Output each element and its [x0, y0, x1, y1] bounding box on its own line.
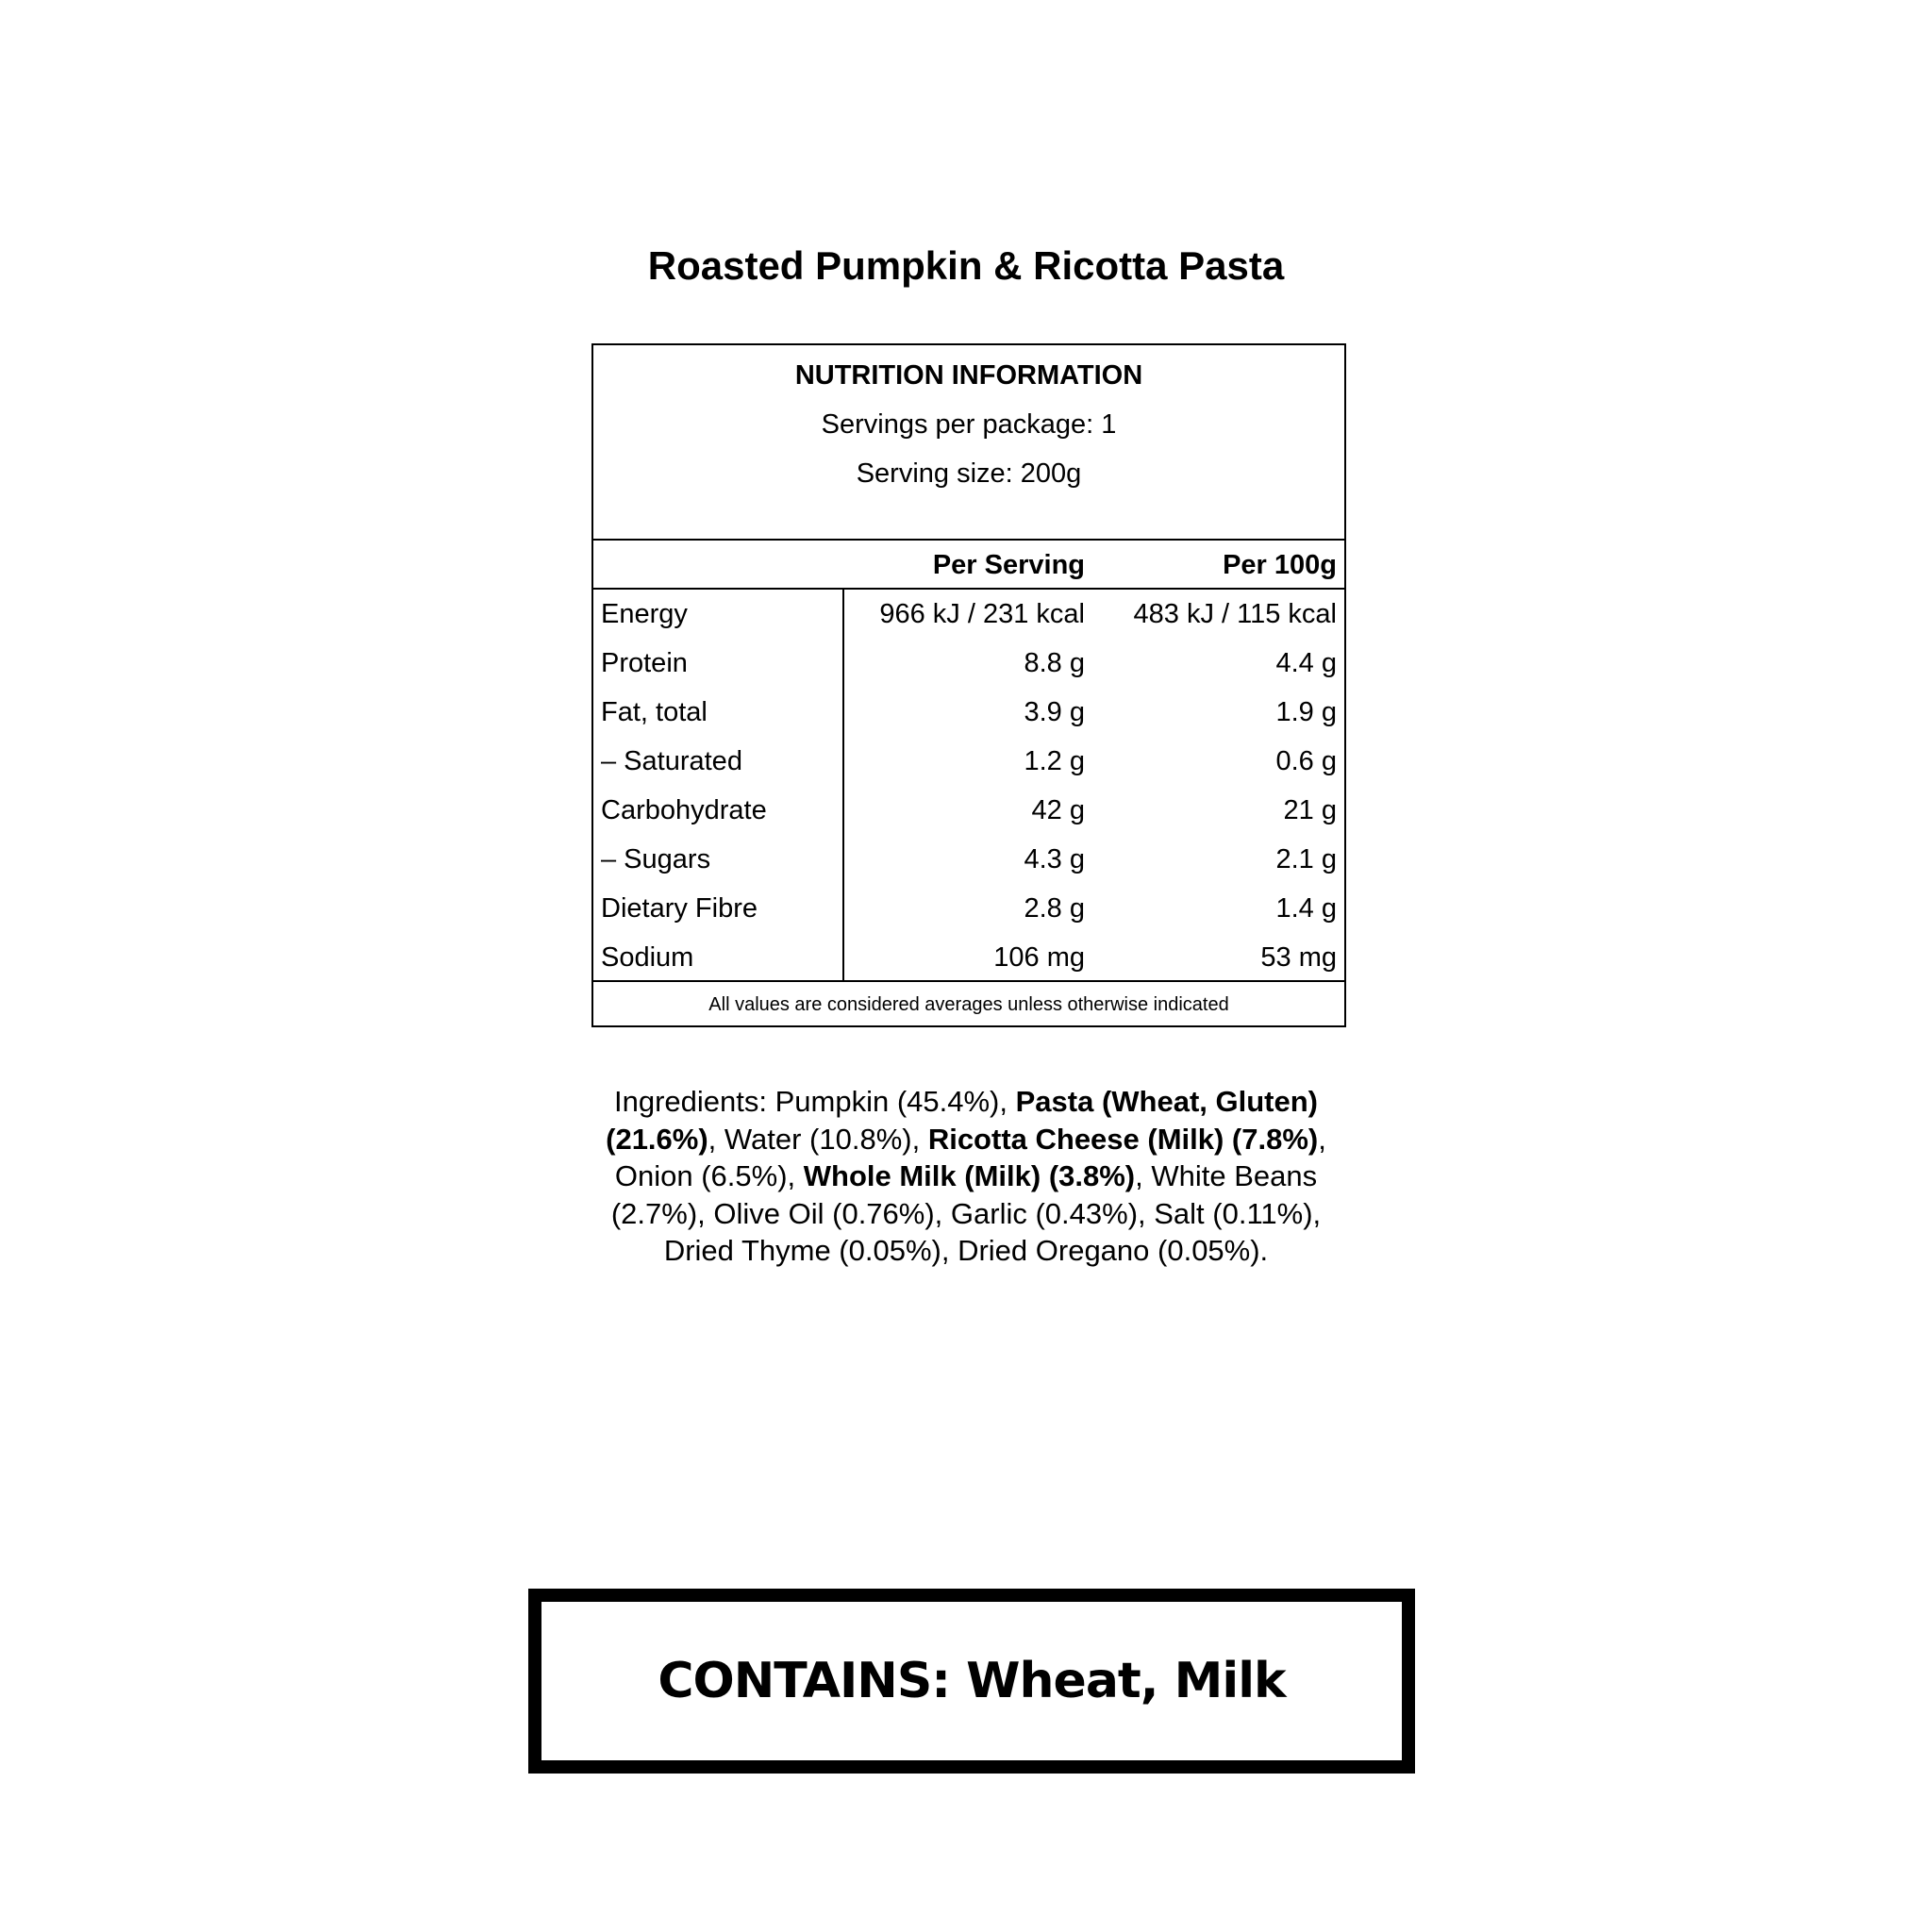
row-per-serving: 42 g: [1031, 795, 1085, 825]
row-label: Sodium: [601, 942, 694, 973]
row-label: Protein: [601, 648, 688, 678]
nutrition-panel: [591, 343, 1346, 1027]
row-per-100g: 4.4 g: [1275, 648, 1337, 678]
row-label: – Sugars: [601, 844, 711, 874]
column-header-per-serving: Per Serving: [932, 550, 1085, 580]
row-per-serving: 3.9 g: [1024, 697, 1085, 727]
row-label: Dietary Fibre: [601, 893, 758, 924]
ingredients-list: [596, 1083, 1336, 1270]
servings-per-package: Servings per package: 1: [821, 409, 1117, 440]
row-per-serving: 4.3 g: [1024, 844, 1085, 874]
row-per-serving: 966 kJ / 231 kcal: [879, 599, 1085, 629]
row-per-serving: 1.2 g: [1024, 746, 1085, 776]
column-header-per-100g: Per 100g: [1223, 550, 1337, 580]
nutrition-row-dietary-fibre: [593, 884, 1344, 933]
nutrition-row-sodium: [593, 933, 1344, 982]
row-label: – Saturated: [601, 746, 742, 776]
row-per-serving: 106 mg: [993, 942, 1085, 973]
nutrition-row-sugars: [593, 835, 1344, 884]
row-label: Energy: [601, 599, 688, 629]
nutrition-row-energy: [593, 590, 1344, 639]
ingredient-allergen-pasta: Pasta (Wheat, Gluten) (21.6%): [606, 1085, 1318, 1156]
ingredients-text: , Onion (6.5%),: [614, 1122, 1326, 1192]
nutrition-row-carbohydrate: [593, 786, 1344, 835]
column-header-row: [593, 541, 1344, 590]
row-per-100g: 53 mg: [1260, 942, 1337, 973]
ingredients-text: , Water (10.8%),: [708, 1122, 928, 1156]
row-per-serving: 8.8 g: [1024, 648, 1085, 678]
nutrition-rows: [593, 590, 1344, 982]
nutrition-footnote: All values are considered averages unless otherwise indicated: [708, 994, 1229, 1015]
ingredients-text: , White Beans (2.7%), Olive Oil (0.76%), Garlic (0.43%), Salt (0.11%), Dried Thyme (0.05%), Dried Oregano (0.05%).: [610, 1159, 1322, 1267]
ingredient-allergen-whole-milk: Whole Milk (Milk) (3.8%): [803, 1159, 1136, 1192]
row-label: Fat, total: [601, 697, 708, 727]
row-per-100g: 0.6 g: [1275, 746, 1337, 776]
ingredient-allergen-ricotta: Ricotta Cheese (Milk) (7.8%): [927, 1122, 1319, 1156]
allergen-box: [528, 1589, 1415, 1774]
row-per-100g: 1.4 g: [1275, 893, 1337, 924]
row-per-100g: 2.1 g: [1275, 844, 1337, 874]
row-label: Carbohydrate: [601, 795, 767, 825]
nutrition-heading: NUTRITION INFORMATION: [794, 360, 1143, 391]
serving-size: Serving size: 200g: [856, 458, 1082, 489]
row-per-100g: 1.9 g: [1275, 697, 1337, 727]
row-per-100g: 21 g: [1283, 795, 1337, 825]
row-per-serving: 2.8 g: [1024, 893, 1085, 924]
product-title: Roasted Pumpkin & Ricotta Pasta: [647, 243, 1285, 288]
nutrition-header: [593, 345, 1344, 541]
row-per-100g: 483 kJ / 115 kcal: [1133, 599, 1337, 629]
nutrition-row-protein: [593, 639, 1344, 688]
nutrition-row-saturated: [593, 737, 1344, 786]
nutrition-row-fat-total: [593, 688, 1344, 737]
ingredients-text: Ingredients: Pumpkin (45.4%),: [614, 1085, 1016, 1118]
allergen-statement: CONTAINS: Wheat, Milk: [658, 1653, 1286, 1709]
